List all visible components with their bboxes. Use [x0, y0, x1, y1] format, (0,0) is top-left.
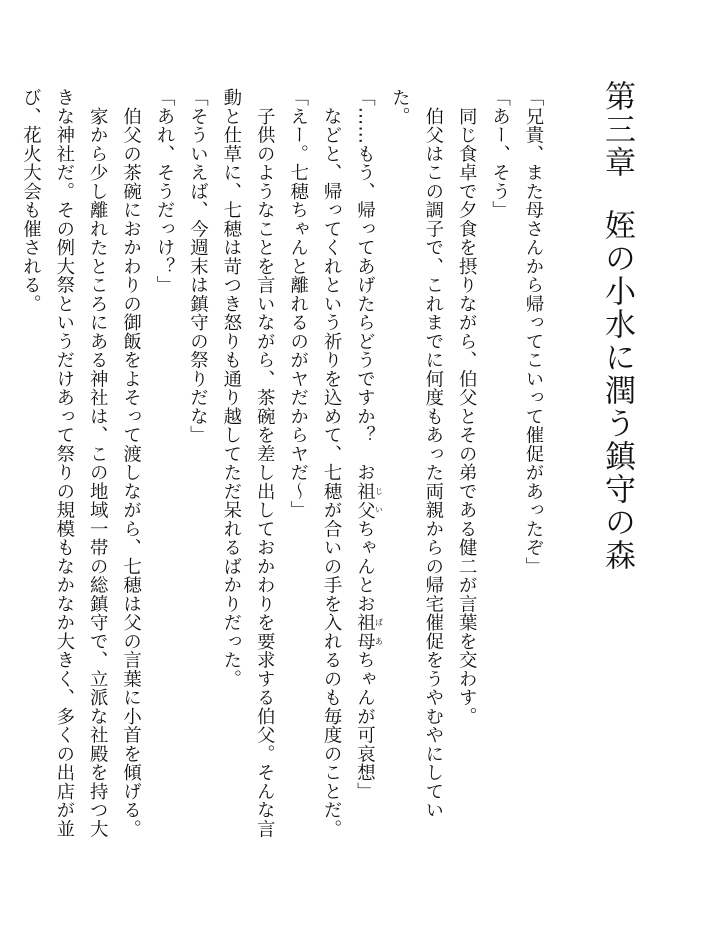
ruby-grandmother: 祖母 ばあ — [354, 612, 384, 651]
paragraph: 子供のようなことを言いながら、茶碗を差し出しておかわりを要求する伯父。そんな言動と仕草に、七穂は苛つき怒りも通り越してただ呆れるばかりだった。 — [220, 88, 276, 838]
paragraph: 「あー、そう」 — [489, 88, 511, 220]
paragraph: 「えー。七穂ちゃんと離れるのがヤだからヤだ～」 — [287, 88, 309, 520]
ruby-grandfather: 祖父 じい — [354, 481, 384, 520]
paragraph: 同じ食卓で夕食を摂りながら、伯父とその弟である健二が言葉を交わす。 — [456, 88, 478, 726]
chapter-title: 姪の小水に潤う鎮守の森 — [599, 209, 635, 572]
paragraph: 「そういえば、今週末は鎮守の祭りだな」 — [187, 88, 209, 445]
paragraph: 「……もう、帰ってあげたらどうですか？ お祖父 じいちゃんとお祖母 ばあちゃんが可哀想」 — [354, 88, 384, 801]
chapter-number: 第三章 — [599, 80, 635, 179]
paragraph: 「あれ、そうだっけ？」 — [154, 88, 176, 295]
paragraph: 伯父はこの調子で、これまでに何度もあった両親からの帰宅催促をうやむやにしていた。 — [389, 88, 444, 820]
paragraph: 「兄貴、また母さんから帰ってこいって催促があったぞ」 — [523, 88, 544, 576]
paragraph: 伯父の茶碗におかわりの御飯をよそって渡しながら、七穂は父の言葉に小首を傾げる。 — [120, 88, 142, 838]
chapter-heading — [599, 80, 635, 572]
body-text — [20, 88, 550, 848]
paragraph: 家から少し離れたところにある神社は、この地域一帯の総鎮守で、立派な社殿を持つ大きな神社だ。その例大祭というだけあって祭りの規模もなかなか大きく、多くの出店が並び、花火大会も催される。 — [20, 88, 109, 838]
paragraph: などと、帰ってくれという祈りを込めて、七穂が合いの手を入れるのも毎度のことだ。 — [321, 88, 343, 838]
